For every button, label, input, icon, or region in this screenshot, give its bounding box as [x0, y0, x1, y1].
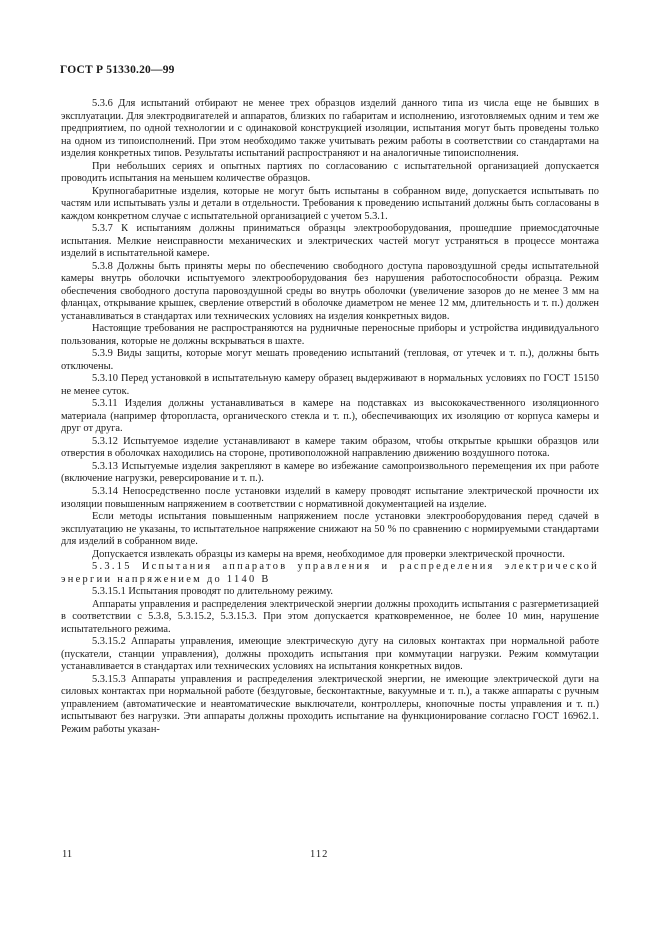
paragraph-large-items: Крупногабаритные изделия, которые не могут быть испытаны в собранном виде, допускается испытывать по частям или испытывать узлы и детали в отдельности. Требования к проведению испытаний должны быть согласованы в каждом конкретном случае с испытательной организацией с учетом 5.3.1.: [61, 185, 599, 222]
paragraph-5-3-11: 5.3.11 Изделия должны устанавливаться в камере на подставках из высококачественного изоляционного материала (например фторопласта, органического стекла и т. п.), обеспечивающих их изоляцию от корпуса камеры и друг от друга.: [61, 398, 599, 435]
paragraph-5-3-7: 5.3.7 К испытаниям должны приниматься образцы электрооборудования, прошедшие приемосдаточные испытания. Мелкие неисправности механических и электрических частей могут устраняться в процессе монтажа изделий в испытательной камере.: [61, 223, 599, 260]
paragraph-5-3-15-1: 5.3.15.1 Испытания проводят по длительному режиму.: [92, 586, 333, 598]
paragraph-5-3-6: 5.3.6 Для испытаний отбирают не менее трех образцов изделий данного типа из числа еще не бывших в эксплуатации. Для электродвигателей и аппаратов, близких по габаритам и исполнению, изготовляемых одним и тем же предприятием, по одной технологии и с одинаковой конструкцией изоляции, испытания могут быть проведены только на одном из типоисполнений. При этом необходимо также учитывать режим работы в соответствии со стандартами на изделия конкретных типов. Результаты испытаний распространяют и на аналогичные типоисполнения.: [61, 98, 599, 160]
document-header: ГОСТ Р 51330.20—99: [60, 64, 175, 76]
paragraph-mine-devices: Настоящие требования не распространяются на рудничные переносные приборы и устройства индивидуального пользования, которые не должны вскрываться в шахте.: [61, 323, 599, 347]
page-number: 112: [310, 849, 329, 860]
paragraph-small-series: При небольших сериях и опытных партиях по согласованию с испытательной организацией допускается проводить испытания на меньшем количестве образцов.: [61, 160, 599, 185]
paragraph-5-3-8: 5.3.8 Должны быть приняты меры по обеспечению свободного доступа паровоздушной среды испытательной камеры внутрь оболочки испытуемого электрооборудования без нарушения работоспособности образца. Режим обеспечения свободного доступа паровоздушной среды во внутрь оболочки (увеличение зазоров до не менее 3 мм на фланцах, открывание крышек, сверление отверстий в оболочке диаметром не менее 12 мм, длительность и т. п.) должен устанавливаться в стандартах или технических условиях на изделия конкретных видов.: [61, 260, 599, 322]
paragraph-depressurization: Аппараты управления и распределения электрической энергии должны проходить испытания с разгерметизацией в соответствии с 5.3.8, 5.3.15.2, 5.3.15.3. При этом допускается кратковременное, не более 10 мин, нарушение испытательного режима.: [61, 598, 599, 635]
paragraph-5-3-9: 5.3.9 Виды защиты, которые могут мешать проведению испытаний (тепловая, от утечек и т. п.), должны быть отключены.: [61, 348, 599, 372]
paragraph-5-3-13: 5.3.13 Испытуемые изделия закрепляют в камере во избежание самопроизвольного перемещения их при работе (включение нагрузки, реверсирование и т. п.).: [61, 460, 599, 485]
paragraph-5-3-15-2: 5.3.15.2 Аппараты управления, имеющие электрическую дугу на силовых контактах при нормальной работе (пускатели, станции управления), должны проходить испытания при коммутации нагрузки. Режим коммутации устанавливается в стандартах или технических условиях на испытания конкретных видов.: [61, 636, 599, 673]
footer-left-number: 11: [62, 849, 73, 860]
section-heading-5-3-15: 5.3.15 Испытания аппаратов управления и распределения электрической энергии напряжением до 1140 В: [61, 561, 599, 585]
document-body: [61, 98, 599, 736]
paragraph-5-3-15-3: 5.3.15.3 Аппараты управления и распределения электрической энергии, не имеющие электрической дуги на силовых контактах при нормальной работе (бездуговые, бесконтактные, вакуумные и т. п.), а также аппараты с ручным управлением (автоматические и неавтоматические выключатели, контроллеры, кнопочные посты управления и т. п.) испытывают без нагрузки. Эти аппараты должны проходить испытание на функционирование согласно ГОСТ 16962.1. Режим работы указан-: [61, 673, 599, 735]
paragraph-sample-removal: Допускается извлекать образцы из камеры на время, необходимое для проверки электрической прочности.: [92, 548, 565, 560]
paragraph-voltage-reduction: Если методы испытания повышенным напряжением после установки электрооборудования перед сдачей в эксплуатацию не указаны, то испытательное напряжение снижают на 50 % по сравнению с нормируемыми стандартами для изделий в собранном виде.: [61, 511, 599, 548]
paragraph-5-3-14: 5.3.14 Непосредственно после установки изделий в камеру проводят испытание электрической прочности их изоляции повышенным напряжением в соответствии с нормативной документацией на изделие.: [61, 485, 599, 510]
paragraph-5-3-10: 5.3.10 Перед установкой в испытательную камеру образец выдерживают в нормальных условиях по ГОСТ 15150 не менее суток.: [61, 373, 599, 397]
paragraph-5-3-12: 5.3.12 Испытуемое изделие устанавливают в камере таким образом, чтобы открытые крышки образцов или отверстия в оболочках находились на стороне, противоположной направлению движению воздушного потока.: [61, 435, 599, 460]
